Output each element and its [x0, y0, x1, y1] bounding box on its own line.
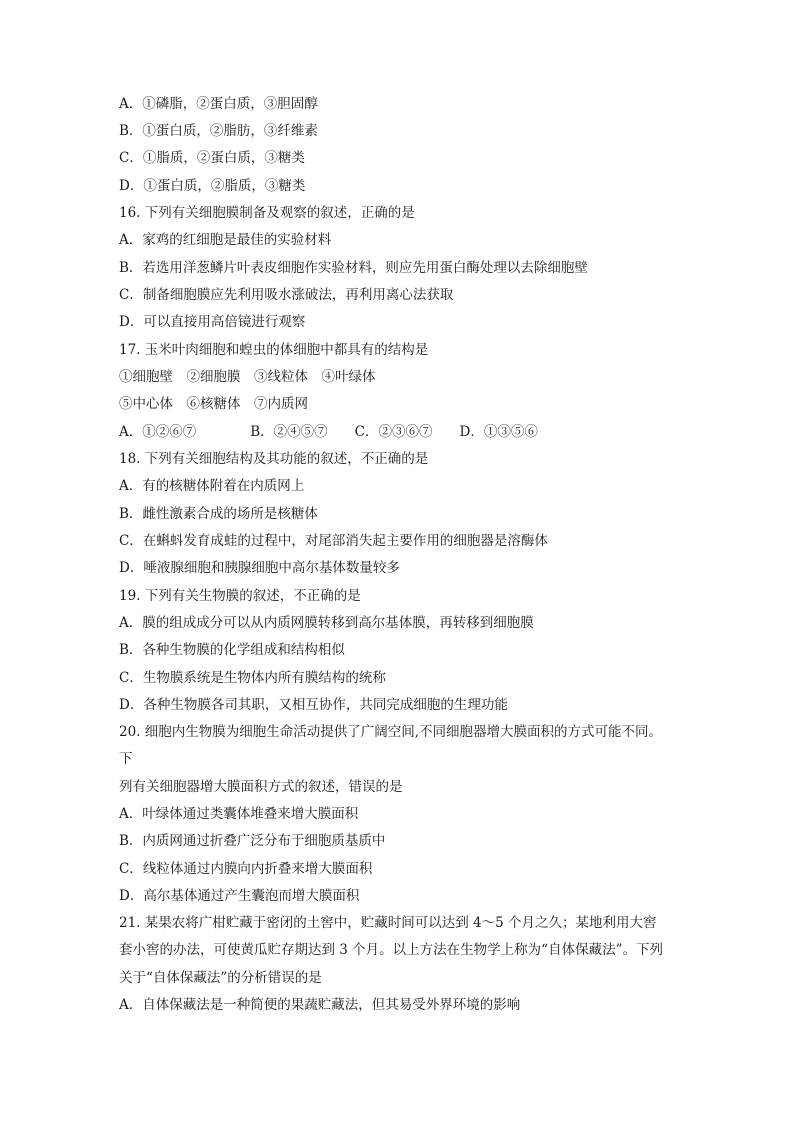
text-line: B．①蛋白质，②脂肪，③纤维素: [119, 123, 318, 139]
text-line: A．①②⑥⑦ B．②④⑤⑦ C．②③⑥⑦ D．①③⑤⑥: [119, 424, 538, 440]
text-line: 列有关细胞器增大膜面积方式的叙述，错误的是: [119, 779, 403, 795]
text-line: ⑤中心体 ⑥核糖体 ⑦内质网: [119, 396, 308, 412]
text-line: A．膜的组成成分可以从内质网膜转移到高尔基体膜，再转移到细胞膜: [119, 615, 534, 631]
question-20: 20. 细胞内生物膜为细胞生命活动提供了广阔空间,不同细胞器增大膜面积的方式可能不同。: [119, 724, 663, 740]
text-line: D．高尔基体通过产生囊泡而增大膜面积: [119, 888, 360, 904]
text-line: 关于“自体保藏法”的分析错误的是: [119, 970, 322, 986]
text-line: A．①磷脂，②蛋白质，③胆固醇: [119, 96, 318, 112]
text-line: D．①蛋白质，②脂质，③糖类: [119, 178, 306, 194]
text-line: C．①脂质，②蛋白质，③糖类: [119, 150, 305, 166]
text-line: A．自体保藏法是一种简便的果蔬贮藏法，但其易受外界环境的影响: [119, 997, 521, 1013]
text-line: C．在蝌蚪发育成蛙的过程中，对尾部消失起主要作用的细胞器是溶酶体: [119, 533, 548, 549]
question-21: 21. 某果农将广柑贮藏于密闭的土窖中，贮藏时间可以达到 4～5 个月之久；某地利用大窖: [119, 915, 657, 931]
text-line: C．线粒体通过内膜向内折叠来增大膜面积: [119, 861, 373, 877]
text-line: D．可以直接用高倍镜进行观察: [119, 314, 306, 330]
text-line: B．各种生物膜的化学组成和结构相似: [119, 642, 345, 658]
text-line: B．内质网通过折叠广泛分布于细胞质基质中: [119, 833, 386, 849]
text-line: B．若选用洋葱鳞片叶表皮细胞作实验材料，则应先用蛋白酶处理以去除细胞壁: [119, 260, 588, 276]
question-16: 16. 下列有关细胞膜制备及观察的叙述，正确的是: [119, 205, 415, 221]
question-18: 18. 下列有关细胞结构及其功能的叙述，不正确的是: [119, 451, 429, 467]
text-line: 下: [119, 751, 133, 767]
text-line: A．叶绿体通过类囊体堆叠来增大膜面积: [119, 806, 359, 822]
question-17: 17. 玉米叶肉细胞和蝗虫的体细胞中都具有的结构是: [119, 342, 429, 358]
text-line: A．有的核糖体附着在内质网上: [119, 478, 305, 494]
question-19: 19. 下列有关生物膜的叙述，不正确的是: [119, 588, 361, 604]
text-line: C．生物膜系统是生物体内所有膜结构的统称: [119, 670, 386, 686]
text-line: ①细胞壁 ②细胞膜 ③线粒体 ④叶绿体: [119, 369, 376, 385]
text-line: D．各种生物膜各司其职，又相互协作，共同完成细胞的生理功能: [119, 697, 508, 713]
text-line: D．唾液腺细胞和胰腺细胞中高尔基体数量较多: [119, 560, 400, 576]
text-line: C．制备细胞膜应先利用吸水涨破法，再利用离心法获取: [119, 287, 454, 303]
text-line: A．家鸡的红细胞是最佳的实验材料: [119, 232, 332, 248]
text-line: 套小窖的办法，可使黄瓜贮存期达到 3 个月。以上方法在生物学上称为“自体保藏法”。下列: [119, 942, 663, 958]
text-line: B．雌性激素合成的场所是核糖体: [119, 506, 318, 522]
